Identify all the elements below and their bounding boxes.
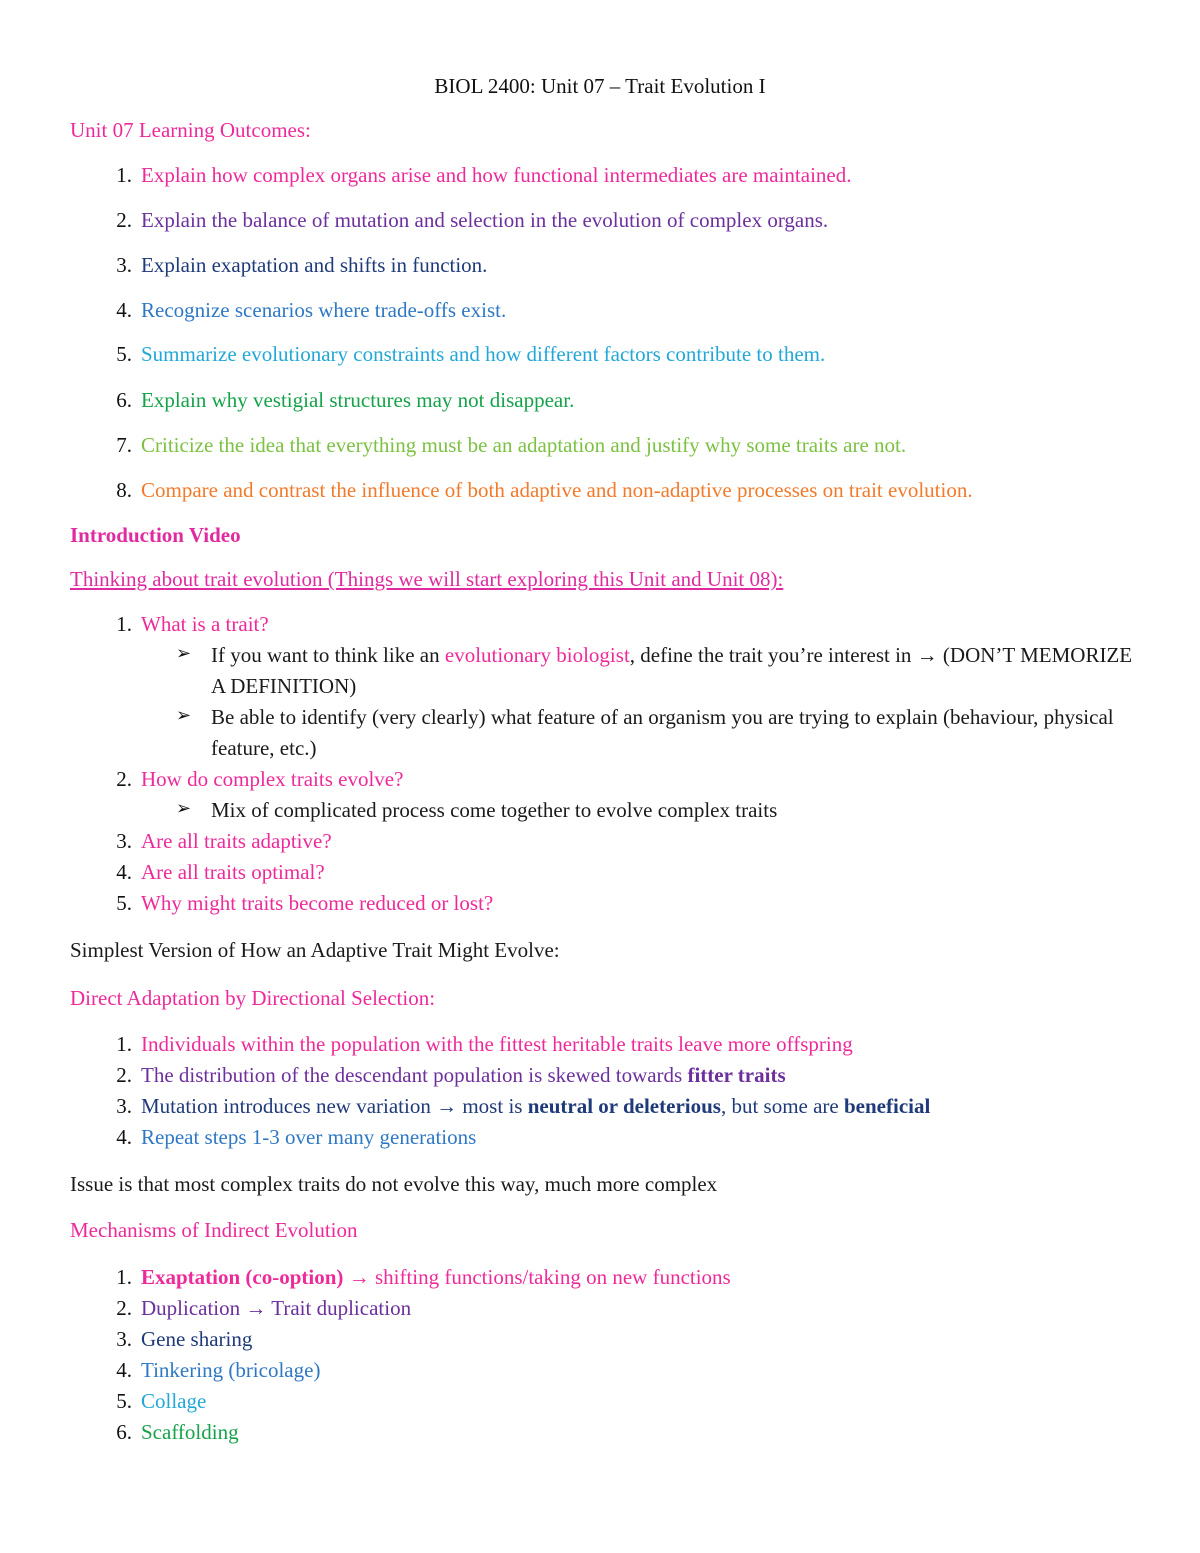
list-number: 2. (116, 1296, 132, 1320)
arrow-bullet-icon: ➢ (176, 705, 192, 726)
bold-term: beneficial (844, 1094, 931, 1118)
text-run: → shifting functions/taking on new functions (343, 1265, 731, 1289)
mechanism-text: Gene sharing (141, 1327, 253, 1351)
direct-adaptation-heading: Direct Adaptation by Directional Selection: (70, 986, 436, 1010)
step-text: Individuals within the population with the fittest heritable traits leave more offspring (141, 1032, 853, 1056)
list-number: 4. (116, 298, 132, 322)
list-number: 5. (116, 891, 132, 915)
bold-term: fitter traits (687, 1063, 786, 1087)
sub-bullet-text (211, 640, 1141, 702)
outcome-text: Explain how complex organs arise and how functional intermediates are maintained. (141, 163, 852, 187)
list-number: 1. (116, 1265, 132, 1289)
list-number: 3. (116, 253, 132, 277)
outcome-text: Recognize scenarios where trade-offs exist. (141, 298, 507, 322)
mechanism-text: Tinkering (bricolage) (141, 1358, 321, 1382)
step-text: Repeat steps 1-3 over many generations (141, 1125, 477, 1149)
outcome-text: Explain why vestigial structures may not disappear. (141, 388, 575, 412)
mechanism-text: Collage (141, 1389, 207, 1413)
outcome-text: Summarize evolutionary constraints and how different factors contribute to them. (141, 342, 826, 366)
arrow-bullet-icon: ➢ (176, 798, 192, 819)
question-text: Are all traits optimal? (141, 860, 325, 884)
intro-video-heading: Introduction Video (70, 523, 241, 547)
list-number: 3. (116, 829, 132, 853)
list-number: 6. (116, 1420, 132, 1444)
mechanism-text (141, 1263, 731, 1291)
page-title: BIOL 2400: Unit 07 – Trait Evolution I (434, 74, 766, 98)
simplest-paragraph: Simplest Version of How an Adaptive Trait Might Evolve: (70, 938, 560, 962)
question-text: What is a trait? (141, 612, 269, 636)
text-run: , define the trait you’re interest in → (DON’T MEMORIZE A DEFINITION) (211, 643, 1133, 698)
question-text: How do complex traits evolve? (141, 767, 404, 791)
sub-bullet (70, 702, 1150, 764)
text-run: Mutation introduces new variation → most is (141, 1094, 528, 1118)
indirect-evolution-heading: Mechanisms of Indirect Evolution (70, 1218, 358, 1242)
list-number: 1. (116, 163, 132, 187)
list-number: 5. (116, 342, 132, 366)
question-text: Why might traits become reduced or lost? (141, 891, 494, 915)
arrow-bullet-icon: ➢ (176, 643, 192, 664)
list-number: 1. (116, 1032, 132, 1056)
outcome-text: Explain the balance of mutation and selection in the evolution of complex organs. (141, 208, 829, 232)
outcome-text: Explain exaptation and shifts in function. (141, 253, 488, 277)
text-run: If you want to think like an (211, 643, 445, 667)
list-number: 2. (116, 1063, 132, 1087)
text-run: The distribution of the descendant population is skewed towards (141, 1063, 688, 1087)
bold-term: neutral or deleterious (527, 1094, 721, 1118)
list-number: 1. (116, 612, 132, 636)
list-number: 3. (116, 1327, 132, 1351)
outcome-text: Compare and contrast the influence of both adaptive and non-adaptive processes on trait evolution. (141, 478, 973, 502)
bold-term: Exaptation (co-option) (141, 1265, 344, 1289)
step-text (141, 1061, 786, 1089)
step-text (141, 1092, 930, 1120)
issue-paragraph: Issue is that most complex traits do not evolve this way, much more complex (70, 1172, 718, 1196)
outcomes-heading: Unit 07 Learning Outcomes: (70, 118, 311, 142)
mechanism-text: Duplication → Trait duplication (141, 1296, 412, 1320)
list-number: 5. (116, 1389, 132, 1413)
list-number: 2. (116, 208, 132, 232)
list-number: 8. (116, 478, 132, 502)
list-number: 2. (116, 767, 132, 791)
thinking-heading: Thinking about trait evolution (Things we will start exploring this Unit and Unit 08): (70, 567, 784, 591)
list-number: 7. (116, 433, 132, 457)
text-run: , but some are (720, 1094, 844, 1118)
list-number: 4. (116, 1358, 132, 1382)
list-number: 6. (116, 388, 132, 412)
list-number: 3. (116, 1094, 132, 1118)
list-number: 4. (116, 1125, 132, 1149)
list-number: 4. (116, 860, 132, 884)
sub-bullet-text: Be able to identify (very clearly) what feature of an organism you are trying to explain (behaviour, physical feature, etc.) (211, 705, 1114, 760)
highlight-term: evolutionary biologist (444, 643, 630, 667)
outcome-text: Criticize the idea that everything must be an adaptation and justify why some traits are not. (141, 433, 907, 457)
sub-bullet (70, 640, 1150, 702)
question-text: Are all traits adaptive? (141, 829, 332, 853)
mechanism-text: Scaffolding (141, 1420, 239, 1444)
sub-bullet-text: Mix of complicated process come together to evolve complex traits (211, 798, 778, 822)
